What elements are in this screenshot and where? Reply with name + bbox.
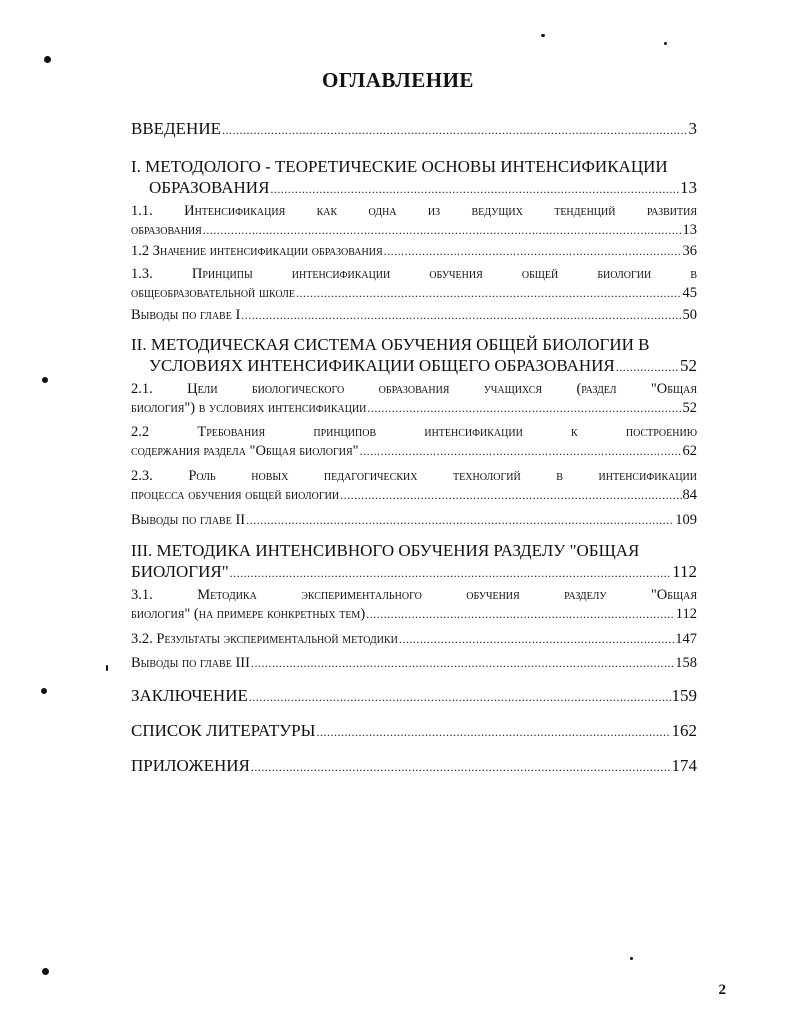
toc-entry-bibliography[interactable]	[131, 721, 697, 756]
toc-entry-title: ВВЕДЕНИЕ	[131, 119, 221, 138]
toc-entry-title: Выводы по главе I	[131, 307, 241, 323]
toc-entry-section-3-1[interactable]	[131, 586, 697, 630]
dot-leader	[241, 306, 681, 325]
toc-entry-conclusions-2[interactable]	[131, 511, 697, 540]
toc-entry-title-line: образования	[131, 222, 202, 238]
toc-entry-chapter-1[interactable]	[131, 156, 697, 202]
toc-entry-title: 3.2. Результаты экспериментальной методики	[131, 631, 398, 647]
dot-leader	[251, 654, 674, 673]
toc-entry-title-line: I. МЕТОДОЛОГО - ТЕОРЕТИЧЕСКИЕ ОСНОВЫ ИНТЕНСИФИКАЦИИ	[131, 157, 668, 176]
toc-entry-introduction[interactable]	[131, 119, 697, 156]
toc-entry-title-line: БИОЛОГИЯ"	[131, 562, 229, 581]
toc-entry-title-line: УСЛОВИЯХ ИНТЕНСИФИКАЦИИ ОБЩЕГО ОБРАЗОВАНИЯ	[149, 356, 615, 375]
scan-speck	[106, 665, 108, 671]
toc-entry-page: 13	[682, 222, 697, 238]
toc-entry-title: 1.2 Значение интенсификации образования	[131, 243, 383, 259]
toc-entry-page: 159	[671, 686, 697, 705]
toc-entry-section-2-2[interactable]	[131, 423, 697, 467]
toc-entry-page: 158	[675, 655, 697, 671]
toc-entry-section-1-3[interactable]	[131, 265, 697, 306]
dot-leader	[296, 284, 681, 303]
toc-entry-conclusion[interactable]	[131, 686, 697, 721]
dot-leader	[203, 221, 682, 240]
toc-entry-title: ПРИЛОЖЕНИЯ	[131, 756, 250, 775]
toc-entry-chapter-2[interactable]	[131, 334, 697, 380]
toc-entry-title-line: ОБРАЗОВАНИЯ	[149, 178, 270, 197]
page-number: 2	[718, 982, 726, 998]
page-title: ОГЛАВЛЕНИЕ	[322, 68, 474, 92]
dot-leader	[340, 486, 681, 505]
toc-entry-page: 109	[675, 512, 697, 528]
dot-leader	[230, 563, 671, 584]
toc-entry-page: 174	[671, 756, 697, 775]
toc-entry-page: 84	[682, 487, 697, 503]
toc-entry-title-line: процесса обучения общей биологии	[131, 487, 340, 503]
toc-entry-conclusions-1[interactable]	[131, 306, 697, 334]
toc-entry-appendices[interactable]	[131, 756, 697, 786]
toc-entry-page: 50	[682, 307, 697, 323]
toc-entry-page: 147	[675, 631, 697, 647]
toc-entry-title: СПИСОК ЛИТЕРАТУРЫ	[131, 721, 316, 740]
toc-entry-section-2-1[interactable]	[131, 380, 697, 423]
toc-entry-title-line: 3.1. Методика экспериментального обучения разделу "Общая	[131, 587, 697, 603]
dot-leader	[251, 760, 671, 775]
scan-speck	[630, 957, 633, 960]
table-of-contents	[131, 119, 697, 786]
toc-entry-chapter-3[interactable]	[131, 540, 697, 586]
toc-entry-section-2-3[interactable]	[131, 467, 697, 511]
toc-entry-title-line: 2.3. Роль новых педагогических технологий в интенсификации	[131, 468, 697, 484]
dot-leader	[360, 442, 682, 461]
toc-entry-title-line: общеобразовательной школе	[131, 285, 296, 301]
dot-leader	[616, 357, 679, 378]
toc-entry-page: 13	[680, 178, 697, 197]
dot-leader	[246, 511, 674, 530]
toc-entry-page: 52	[680, 356, 697, 375]
toc-entry-section-1-2[interactable]	[131, 242, 697, 265]
scan-speck	[664, 42, 667, 45]
toc-entry-page: 162	[671, 721, 697, 740]
toc-entry-page: 112	[675, 606, 697, 622]
toc-entry-page: 45	[682, 285, 697, 301]
scan-speck	[44, 56, 51, 63]
toc-entry-title: Выводы по главе II	[131, 512, 246, 528]
scan-speck	[41, 688, 47, 694]
dot-leader	[367, 399, 681, 418]
toc-entry-title-line: 1.1. Интенсификация как одна из ведущих тенденций развития	[131, 203, 697, 219]
dot-leader	[384, 242, 682, 261]
toc-entry-page: 3	[688, 119, 697, 138]
toc-entry-title: ЗАКЛЮЧЕНИЕ	[131, 686, 248, 705]
toc-entry-title-line: II. МЕТОДИЧЕСКАЯ СИСТЕМА ОБУЧЕНИЯ ОБЩЕЙ БИОЛОГИИ В	[131, 335, 650, 354]
dot-leader	[270, 179, 679, 200]
toc-entry-section-3-2[interactable]	[131, 630, 697, 654]
toc-entry-title-line: биология") в условиях интенсификации	[131, 400, 367, 416]
toc-entry-title-line: 2.2 Требования принципов интенсификации к построению	[131, 424, 697, 440]
toc-entry-title: Выводы по главе III	[131, 655, 250, 671]
toc-entry-title-line: 2.1. Цели биологического образования учащихся (раздел "Общая	[131, 381, 697, 397]
scan-speck	[541, 34, 545, 37]
toc-entry-page: 36	[682, 243, 697, 259]
toc-entry-page: 62	[682, 443, 697, 459]
scan-speck	[42, 968, 49, 975]
toc-entry-page: 112	[672, 562, 697, 581]
toc-entry-title-line: биология" (на примере конкретных тем)	[131, 606, 366, 622]
toc-entry-section-1-1[interactable]	[131, 202, 697, 242]
toc-entry-title-line: 1.3. Принципы интенсификации обучения общей биологии в	[131, 266, 697, 282]
dot-leader	[316, 725, 670, 740]
toc-entry-conclusions-3[interactable]	[131, 654, 697, 686]
toc-entry-title-line: III. МЕТОДИКА ИНТЕНСИВНОГО ОБУЧЕНИЯ РАЗДЕЛУ "ОБЩАЯ	[131, 541, 640, 560]
toc-entry-page: 52	[682, 400, 697, 416]
scan-speck	[42, 377, 48, 383]
dot-leader	[249, 690, 671, 705]
dot-leader	[366, 605, 675, 624]
dot-leader	[222, 123, 688, 138]
toc-entry-title-line: содержания раздела "Общая биология"	[131, 443, 359, 459]
dot-leader	[399, 630, 674, 649]
